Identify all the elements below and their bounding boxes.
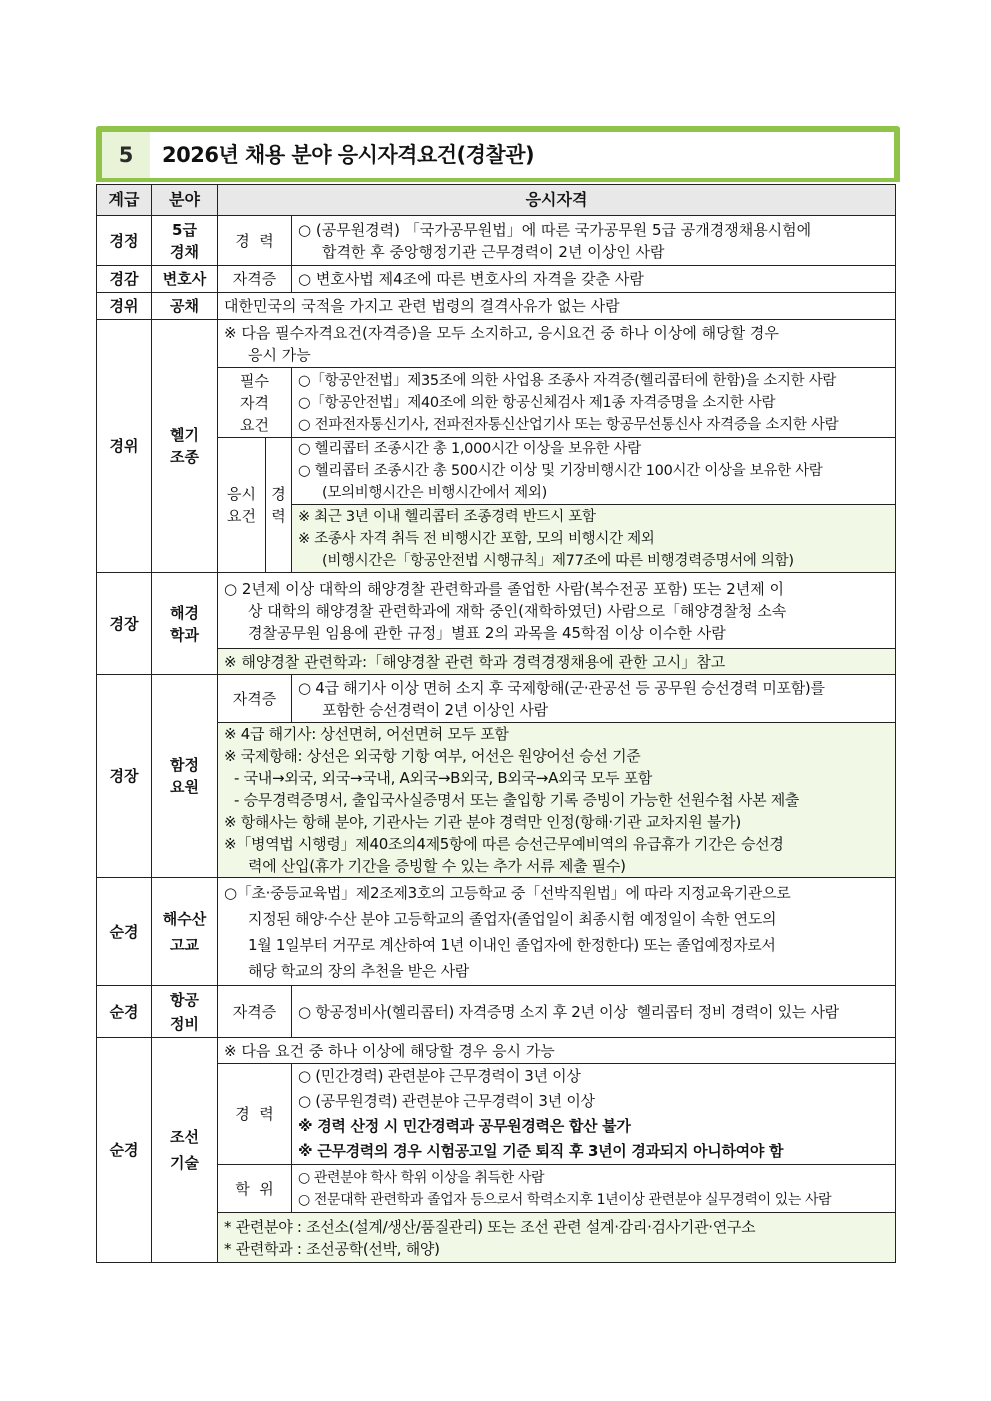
rank-cell: 경정 [97, 216, 152, 266]
rank-cell: 경위 [97, 320, 152, 573]
label-line: 응시 [227, 485, 256, 503]
field-cell: 헬기 조종 [152, 320, 218, 573]
col-field: 분야 [152, 185, 218, 216]
text-line: - 국내→외국, 외국→국내, A외국→B외국, B외국→A외국 모두 포함 [234, 769, 653, 787]
qualification-cell: ○ 변호사법 제4조에 따른 변호사의 자격을 갖춘 사람 [292, 266, 896, 293]
rank-cell: 순경 [97, 878, 152, 986]
text-line: ※ 다음 필수자격요건(자격증)을 모두 소지하고, 응시요건 중 하나 이상에 해당할 경우 [224, 323, 779, 342]
section-header [96, 126, 900, 182]
table-row [97, 293, 896, 320]
text-line: ※ 항해사는 항해 분야, 기관사는 기관 분야 경력만 인정(항해·기관 교차지원 불가) [224, 813, 741, 831]
text-line: 합격한 후 중앙행정기관 근무경력이 2년 이상인 사람 [322, 242, 665, 261]
table-row [97, 320, 896, 368]
field-cell: 조선 기술 [152, 1038, 218, 1263]
section-title: 2026년 채용 분야 응시자격요건(경찰관) [162, 143, 535, 167]
field-cell: 해수산 고교 [152, 878, 218, 986]
note-cell [292, 505, 896, 573]
intro-cell: ※ 다음 요건 중 하나 이상에 해당할 경우 응시 가능 [218, 1038, 896, 1064]
text-line: 지정된 해양·수산 분야 고등학교의 졸업자(졸업일이 최종시험 예정일이 속한 연도의 [248, 909, 777, 928]
text-line: ○ 전파전자통신기사, 전파전자통신산업기사 또는 항공무선통신사 자격증을 소지한 사람 [298, 416, 839, 433]
rank-cell: 순경 [97, 986, 152, 1038]
rank-cell: 순경 [97, 1038, 152, 1263]
qualification-cell [218, 878, 896, 986]
label-cell [218, 438, 266, 573]
field-cell: 해경 학과 [152, 573, 218, 675]
intro-cell [218, 320, 896, 368]
text-line: ○ (공무원경력) 「국가공무원법」에 따른 국가공무원 5급 공개경쟁채용시험에 [298, 220, 812, 239]
text-line: ○ (공무원경력) 관련분야 근무경력이 3년 이상 [298, 1092, 595, 1110]
text-line: * 관련학과 : 조선공학(선박, 해양) [224, 1239, 440, 1258]
label-cell [266, 438, 292, 573]
section-number: 5 [118, 143, 134, 167]
requirements-table [96, 184, 896, 1263]
rank-cell: 경위 [97, 293, 152, 320]
qualification-cell [292, 438, 896, 505]
label-cell: 경 력 [218, 1064, 292, 1165]
label-cell [218, 368, 292, 438]
text-line: 응시 가능 [248, 345, 311, 364]
table-row [97, 266, 896, 293]
text-line: ※ 최근 3년 이내 헬리콥터 조종경력 반드시 포함 [298, 508, 596, 525]
text-line: (비행시간은「항공안전법 시행규칙」제77조에 따른 비행경력증명서에 의함) [322, 552, 794, 569]
text-line: ○「초·중등교육법」제2조제3호의 고등학교 중「선박직원법」에 따라 지정교육기관으로 [224, 883, 791, 902]
text-line: ○ 헬리콥터 조종시간 총 1,000시간 이상을 보유한 사람 [298, 441, 641, 457]
text-line: ○「항공안전법」제40조에 의한 항공신체검사 제1종 자격증명을 소지한 사람 [298, 394, 776, 411]
text-line: * 관련분야 : 조선소(설계/생산/품질관리) 또는 조선 관련 설계·감리·검사기관·연구소 [224, 1217, 756, 1236]
rank-cell: 경감 [97, 266, 152, 293]
text-line: ○ 헬리콥터 조종시간 총 500시간 이상 및 기장비행시간 100시간 이상을 보유한 사람 [298, 463, 823, 479]
qualification-cell [292, 368, 896, 438]
rank-cell: 경장 [97, 675, 152, 878]
rank-cell: 경장 [97, 573, 152, 675]
qualification-cell [292, 675, 896, 723]
text-line: ○ (민간경력) 관련분야 근무경력이 3년 이상 [298, 1067, 581, 1085]
text-line: ※ 국제항해: 상선은 외국항 기항 여부, 어선은 원양어선 승선 기준 [224, 747, 641, 765]
text-line: 포함한 승선경력이 2년 이상인 사람 [322, 700, 548, 719]
table-row [97, 216, 896, 266]
text-line: ※ 근무경력의 경우 시험공고일 기준 퇴직 후 3년이 경과되지 아니하여야 함 [298, 1142, 784, 1160]
field-cell: 공채 [152, 293, 218, 320]
label-cell: 학 위 [218, 1165, 292, 1213]
text-line: ○ 전문대학 관련학과 졸업자 등으로서 학력소지후 1년이상 관련분야 실무경력이 있는 사람 [298, 1191, 832, 1208]
note-cell [218, 1213, 896, 1263]
text-line: 해당 학교의 장의 추천을 받은 사람 [248, 961, 470, 980]
qualification-cell [292, 1064, 896, 1165]
text-line: ○ 4급 해기사 이상 면허 소지 후 국제항해(군·관공선 등 공무원 승선경력 미포함)를 [298, 678, 825, 697]
text-line: ※ 경력 산정 시 민간경력과 공무원경력은 합산 불가 [298, 1117, 631, 1135]
text-line: 력에 산입(휴가 기간을 증빙할 수 있는 추가 서류 제출 필수) [248, 857, 626, 875]
label-cell: 자격증 [218, 675, 292, 723]
text-line: 경찰공무원 임용에 관한 규정」별표 2의 과목을 45학점 이상 이수한 사람 [248, 623, 726, 642]
label-line: 요건 [240, 415, 269, 434]
text-line: 상 대학의 해양경찰 관련학과에 재학 중인(재학하였던) 사람으로「해양경찰청 소속 [248, 601, 787, 620]
header-row [97, 185, 896, 216]
table-row [97, 573, 896, 649]
table-row [97, 986, 896, 1038]
label-line: 력 [271, 507, 286, 525]
col-qualification: 응시자격 [218, 185, 896, 216]
text-line: 1월 1일부터 거꾸로 계산하여 1년 이내인 졸업자에 한정한다) 또는 졸업예정자로서 [248, 935, 776, 954]
label-line: 경 [271, 485, 286, 503]
field-cell: 5급 경채 [152, 216, 218, 266]
qualification-cell [292, 216, 896, 266]
text-line: - 승무경력증명서, 출입국사실증명서 또는 출입항 기록 증빙이 가능한 선원수첩 사본 제출 [234, 791, 800, 809]
qualification-cell [218, 573, 896, 649]
text-line: (모의비행시간은 비행시간에서 제외) [322, 485, 547, 501]
note-cell [218, 723, 896, 878]
label-cell: 자격증 [218, 986, 292, 1038]
text-line: ○ 2년제 이상 대학의 해양경찰 관련학과를 졸업한 사람(복수전공 포함) 또는 2년제 이 [224, 579, 785, 598]
label-cell: 자격증 [218, 266, 292, 293]
label-line: 요건 [227, 507, 256, 525]
label-line: 자격 [240, 393, 269, 412]
table-row [97, 878, 896, 986]
text-line: ※ 4급 해기사: 상선면허, 어선면허 모두 포함 [224, 725, 509, 743]
table-row [97, 1038, 896, 1064]
header-border-right [894, 126, 900, 182]
qualification-cell: ○ 항공정비사(헬리콥터) 자격증명 소지 후 2년 이상 헬리콥터 정비 경력이 있는 사람 [292, 986, 896, 1038]
label-cell: 경 력 [218, 216, 292, 266]
label-line: 필수 [240, 371, 269, 390]
text-line: ○ 관련분야 학사 학위 이상을 취득한 사람 [298, 1169, 545, 1186]
table-row [97, 675, 896, 723]
field-cell: 변호사 [152, 266, 218, 293]
header-border-bottom [96, 178, 900, 182]
note-cell: ※ 해양경찰 관련학과:「해양경찰 관련 학과 경력경쟁채용에 관한 고시」참고 [218, 649, 896, 675]
field-cell: 함정 요원 [152, 675, 218, 878]
qualification-cell: 대한민국의 국적을 가지고 관련 법령의 결격사유가 없는 사람 [218, 293, 896, 320]
text-line: ※ 조종사 자격 취득 전 비행시간 포함, 모의 비행시간 제외 [298, 530, 655, 547]
text-line: ○「항공안전법」제35조에 의한 사업용 조종사 자격증(헬리콥터에 한함)을 소지한 사람 [298, 372, 837, 389]
col-rank: 계급 [97, 185, 152, 216]
text-line: ※「병역법 시행령」제40조의4제5항에 따른 승선근무예비역의 유급휴가 기간은 승선경 [224, 835, 784, 853]
field-cell: 항공 정비 [152, 986, 218, 1038]
qualification-cell [292, 1165, 896, 1213]
